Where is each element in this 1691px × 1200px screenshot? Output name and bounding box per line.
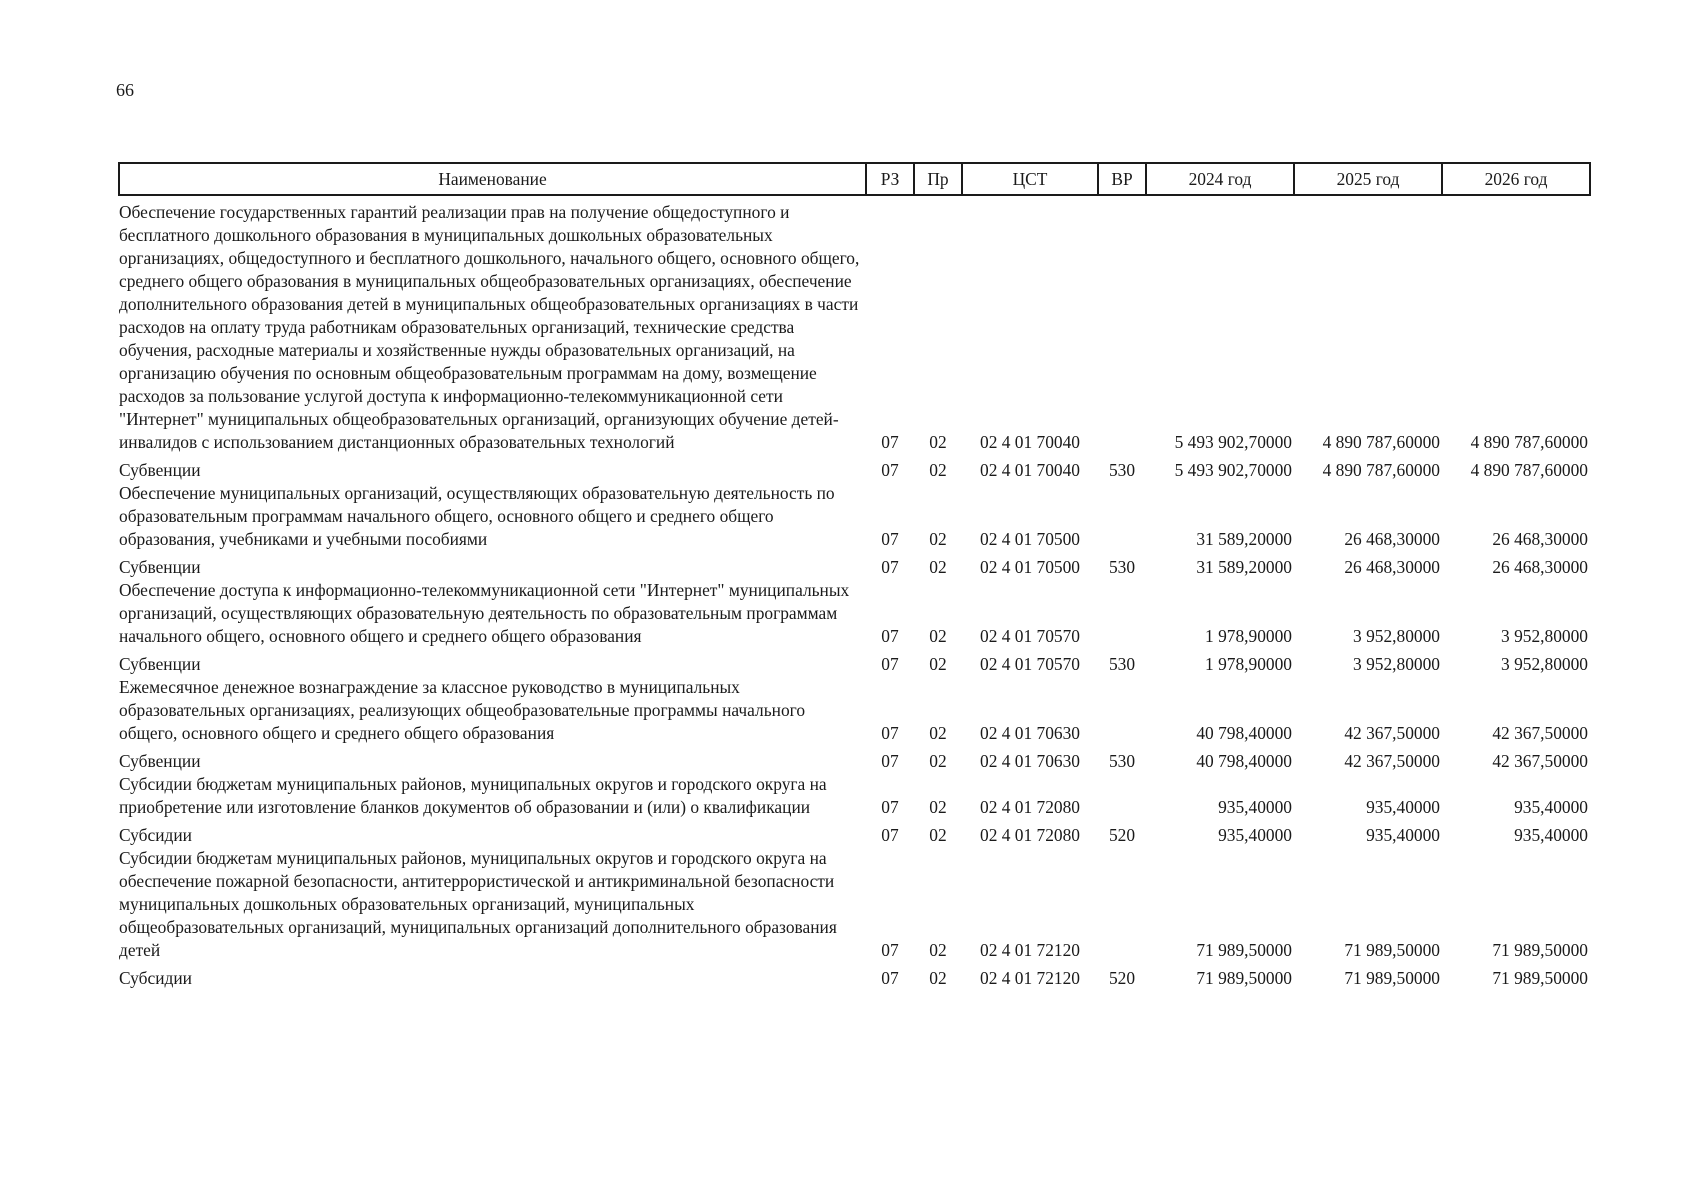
cell-vr: 530 bbox=[1108, 751, 1136, 771]
cell-vr bbox=[1098, 847, 1146, 962]
cell-2026: 42 367,50000 bbox=[1492, 723, 1588, 743]
table-row bbox=[119, 773, 1590, 819]
cell-pr: 02 bbox=[929, 940, 947, 960]
cell-name: Обеспечение государственных гарантий реализации прав на получение общедоступного и бесплатного дошкольного образования в муниципальных дошкольных образовательных организациях, общедоступного и бесплатного дошкольного, начального общего, основного общего, среднего общего образования в муниципальных общеобразовательных организациях, обеспечение дополнительного образования детей в муниципальных общеобразовательных организациях в части расходов на оплату труда работникам образовательных организаций, технические средства обучения, расходные материалы и хозяйственные нужды образовательных организаций, на организацию обучения по основным общеобразовательным программам на дому, возмещение расходов за пользование услугой доступа к информационно-телекоммуникационной сети "Интернет" муниципальных общеобразовательных организаций, организующих обучение детей-инвалидов с использованием дистанционных образовательных технологий bbox=[119, 202, 860, 452]
header-vr: ВР bbox=[1098, 163, 1146, 195]
cell-2025: 4 890 787,60000 bbox=[1322, 432, 1440, 452]
table-row bbox=[119, 454, 1590, 482]
cell-2025: 935,40000 bbox=[1366, 797, 1440, 817]
cell-pr: 02 bbox=[929, 723, 947, 743]
table-row bbox=[119, 648, 1590, 676]
cell-2025: 71 989,50000 bbox=[1344, 968, 1440, 988]
cell-pr: 02 bbox=[929, 557, 947, 577]
cell-rz: 07 bbox=[881, 626, 899, 646]
cell-cst: 02 4 01 70630 bbox=[980, 723, 1080, 743]
cell-pr: 02 bbox=[929, 825, 947, 845]
table-row bbox=[119, 551, 1590, 579]
header-cst: ЦСТ bbox=[962, 163, 1098, 195]
cell-2024: 31 589,20000 bbox=[1196, 529, 1292, 549]
cell-vr: 530 bbox=[1108, 557, 1136, 577]
cell-2026: 3 952,80000 bbox=[1501, 626, 1588, 646]
cell-rz: 07 bbox=[881, 797, 899, 817]
cell-2024: 71 989,50000 bbox=[1196, 968, 1292, 988]
table-row bbox=[119, 745, 1590, 773]
cell-rz: 07 bbox=[881, 557, 899, 577]
cell-name: Субвенции bbox=[119, 460, 201, 480]
cell-cst: 02 4 01 70500 bbox=[980, 529, 1080, 549]
cell-pr: 02 bbox=[929, 460, 947, 480]
cell-vr: 530 bbox=[1108, 460, 1136, 480]
cell-2026: 3 952,80000 bbox=[1501, 654, 1588, 674]
cell-rz: 07 bbox=[881, 529, 899, 549]
cell-2024: 1 978,90000 bbox=[1205, 626, 1292, 646]
header-name: Наименование bbox=[119, 163, 866, 195]
cell-2026: 935,40000 bbox=[1514, 825, 1588, 845]
cell-2025: 26 468,30000 bbox=[1344, 557, 1440, 577]
cell-cst: 02 4 01 70040 bbox=[980, 460, 1080, 480]
cell-2025: 4 890 787,60000 bbox=[1322, 460, 1440, 480]
cell-vr bbox=[1098, 482, 1146, 551]
cell-2026: 26 468,30000 bbox=[1492, 529, 1588, 549]
header-2024: 2024 год bbox=[1146, 163, 1294, 195]
cell-rz: 07 bbox=[881, 460, 899, 480]
cell-name: Субсидии bbox=[119, 968, 192, 988]
cell-2024: 31 589,20000 bbox=[1196, 557, 1292, 577]
cell-vr: 520 bbox=[1108, 968, 1136, 988]
table-row bbox=[119, 962, 1590, 990]
cell-cst: 02 4 01 72080 bbox=[980, 825, 1080, 845]
cell-2024: 71 989,50000 bbox=[1196, 940, 1292, 960]
cell-2026: 4 890 787,60000 bbox=[1470, 432, 1588, 452]
cell-pr: 02 bbox=[929, 626, 947, 646]
cell-rz: 07 bbox=[881, 432, 899, 452]
cell-2024: 40 798,40000 bbox=[1196, 723, 1292, 743]
cell-2025: 935,40000 bbox=[1366, 825, 1440, 845]
cell-pr: 02 bbox=[929, 654, 947, 674]
cell-vr bbox=[1098, 579, 1146, 648]
cell-2026: 71 989,50000 bbox=[1492, 968, 1588, 988]
cell-2025: 42 367,50000 bbox=[1344, 723, 1440, 743]
cell-2026: 4 890 787,60000 bbox=[1470, 460, 1588, 480]
cell-2024: 935,40000 bbox=[1218, 825, 1292, 845]
cell-cst: 02 4 01 72120 bbox=[980, 968, 1080, 988]
cell-cst: 02 4 01 72120 bbox=[980, 940, 1080, 960]
header-2025: 2025 год bbox=[1294, 163, 1442, 195]
cell-2026: 26 468,30000 bbox=[1492, 557, 1588, 577]
cell-cst: 02 4 01 70630 bbox=[980, 751, 1080, 771]
cell-rz: 07 bbox=[881, 968, 899, 988]
table-row bbox=[119, 847, 1590, 962]
cell-vr: 520 bbox=[1108, 825, 1136, 845]
cell-pr: 02 bbox=[929, 751, 947, 771]
cell-2024: 1 978,90000 bbox=[1205, 654, 1292, 674]
cell-vr: 530 bbox=[1108, 654, 1136, 674]
cell-cst: 02 4 01 70040 bbox=[980, 432, 1080, 452]
cell-name: Субвенции bbox=[119, 751, 201, 771]
header-rz: РЗ bbox=[866, 163, 914, 195]
table-row bbox=[119, 482, 1590, 551]
cell-cst: 02 4 01 72080 bbox=[980, 797, 1080, 817]
cell-2025: 3 952,80000 bbox=[1353, 626, 1440, 646]
cell-rz: 07 bbox=[881, 723, 899, 743]
cell-name: Субсидии бюджетам муниципальных районов, муниципальных округов и городского округа на обеспечение пожарной безопасности, антитеррористической и антикриминальной безопасности муниципальных дошкольных образовательных организаций, муниципальных общеобразовательных организаций, муниципальных организаций дополнительного образования детей bbox=[119, 848, 837, 960]
cell-2024: 5 493 902,70000 bbox=[1174, 460, 1292, 480]
cell-name: Ежемесячное денежное вознаграждение за классное руководство в муниципальных образовательных организациях, реализующих общеобразовательные программы начального общего, основного общего и среднего общего образования bbox=[119, 677, 806, 743]
cell-rz: 07 bbox=[881, 825, 899, 845]
cell-rz: 07 bbox=[881, 751, 899, 771]
cell-rz: 07 bbox=[881, 940, 899, 960]
cell-pr: 02 bbox=[929, 797, 947, 817]
header-2026: 2026 год bbox=[1442, 163, 1590, 195]
cell-name: Субсидии bbox=[119, 825, 192, 845]
header-pr: Пр bbox=[914, 163, 962, 195]
cell-pr: 02 bbox=[929, 529, 947, 549]
cell-name: Субвенции bbox=[119, 557, 201, 577]
table-row bbox=[119, 676, 1590, 745]
cell-name: Субсидии бюджетам муниципальных районов, муниципальных округов и городского округа на приобретение или изготовление бланков документов об образовании и (или) о квалификации bbox=[119, 774, 827, 817]
table-row bbox=[119, 579, 1590, 648]
cell-2026: 935,40000 bbox=[1514, 797, 1588, 817]
cell-pr: 02 bbox=[929, 432, 947, 452]
cell-2024: 40 798,40000 bbox=[1196, 751, 1292, 771]
cell-name: Субвенции bbox=[119, 654, 201, 674]
cell-cst: 02 4 01 70570 bbox=[980, 654, 1080, 674]
cell-2025: 71 989,50000 bbox=[1344, 940, 1440, 960]
cell-vr bbox=[1098, 195, 1146, 454]
table-row bbox=[119, 195, 1590, 454]
cell-2024: 935,40000 bbox=[1218, 797, 1292, 817]
cell-2026: 42 367,50000 bbox=[1492, 751, 1588, 771]
table-header-row bbox=[119, 163, 1590, 195]
cell-2025: 3 952,80000 bbox=[1353, 654, 1440, 674]
table-row bbox=[119, 819, 1590, 847]
cell-cst: 02 4 01 70500 bbox=[980, 557, 1080, 577]
cell-name: Обеспечение муниципальных организаций, осуществляющих образовательную деятельность по образовательным программам начального общего, основного общего и среднего общего образования, учебниками и учебными пособиями bbox=[119, 483, 835, 549]
budget-table bbox=[118, 162, 1591, 990]
cell-cst: 02 4 01 70570 bbox=[980, 626, 1080, 646]
cell-pr: 02 bbox=[929, 968, 947, 988]
cell-2024: 5 493 902,70000 bbox=[1174, 432, 1292, 452]
cell-2025: 26 468,30000 bbox=[1344, 529, 1440, 549]
cell-name: Обеспечение доступа к информационно-телекоммуникационной сети "Интернет" муниципальных организаций, осуществляющих образовательную деятельность по образовательным программам начального общего, основного общего и среднего общего образования bbox=[119, 580, 850, 646]
cell-vr bbox=[1098, 773, 1146, 819]
cell-rz: 07 bbox=[881, 654, 899, 674]
cell-vr bbox=[1098, 676, 1146, 745]
cell-2025: 42 367,50000 bbox=[1344, 751, 1440, 771]
cell-2026: 71 989,50000 bbox=[1492, 940, 1588, 960]
page-number: 66 bbox=[116, 80, 134, 100]
